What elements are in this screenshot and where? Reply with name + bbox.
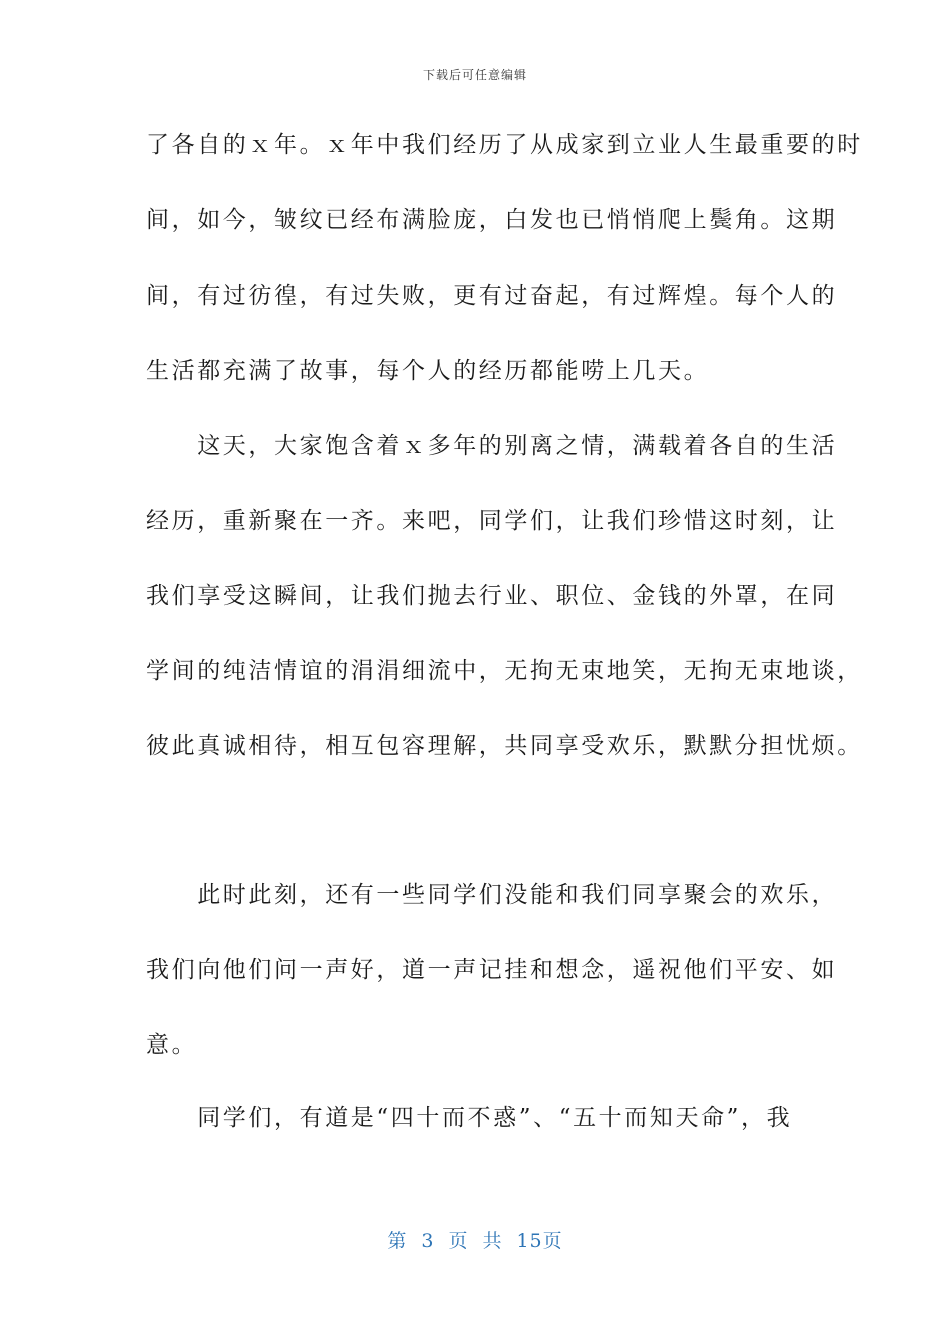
body-line: 间，有过彷徨，有过失败，更有过奋起，有过辉煌。每个人的 [146,283,838,309]
footer-word-ye: 页 [448,1230,469,1252]
body-line: 我们享受这瞬间，让我们抛去行业、职位、金钱的外罩，在同 [146,583,838,609]
body-line: 此时此刻，还有一些同学们没能和我们同享聚会的欢乐， [146,882,838,908]
body-line: 间，如今，皱纹已经布满脸庞，白发也已悄悄爬上鬓角。这期 [146,207,838,233]
body-line: 意。 [146,1032,198,1058]
body-line: 了各自的ｘ年。ｘ年中我们经历了从成家到立业人生最重要的时 [146,132,863,158]
footer-word-gong: 共 [482,1230,503,1252]
body-line: 同学们，有道是“四十而不惑”、“五十而知天命”，我 [146,1105,793,1131]
page-footer [0,1226,950,1253]
page-header: 下载后可任意编辑 [422,68,527,82]
body-line: 生活都充满了故事，每个人的经历都能唠上几天。 [146,358,710,384]
body-line: 这天，大家饱含着ｘ多年的别离之情，满载着各自的生活 [146,433,838,459]
body-line: 经历，重新聚在一齐。来吧，同学们，让我们珍惜这时刻，让 [146,508,838,534]
footer-word-di: 第 [387,1230,408,1252]
body-line: 我们向他们问一声好，道一声记挂和想念，遥祝他们平安、如 [146,957,838,983]
body-line: 彼此真诚相待，相互包容理解，共同享受欢乐，默默分担忧烦。 [146,733,863,759]
total-pages: 15页 [516,1230,563,1252]
current-page-number: 3 [421,1230,435,1252]
body-line: 学间的纯洁情谊的涓涓细流中，无拘无束地笑，无拘无束地谈， [146,658,863,684]
